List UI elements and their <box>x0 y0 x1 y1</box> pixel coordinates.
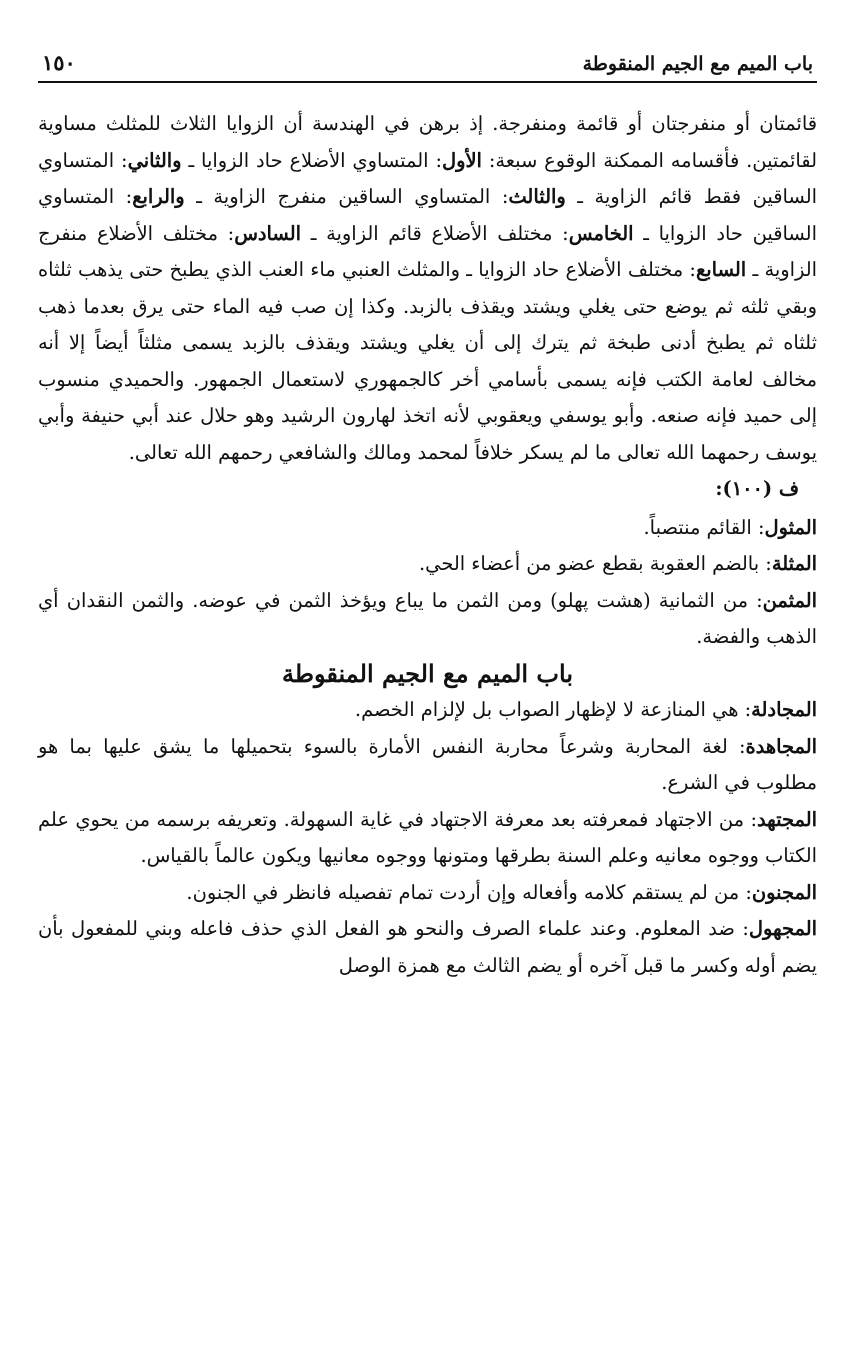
term-heading: السادس <box>234 221 301 245</box>
definition-text: : مختلف الأضلاع حاد الزوايا ـ والمثلث العنبي ماء العنب الذي يطبخ حتى يذهب ثلثاه وبقي ثلثه ثم يوضع حتى يغلي ويشتد ويقذف بالزبد. وكذا إن صب فيه الماء حتى يرق بعدما ذهب ثلثاه ثم يطبخ أدنى طبخة ثم يترك إلى أن يغلي ويشتد ويقذف بالزبد يسمى مثلثاً أيضاً إلا أنه مخالف لعامة الكتب فإنه يسمى بأسامي أخر كالجمهوري لاستعمال الجمهور. والحميدي منسوب إلى حميد فإنه صنعه. وأبو يوسفي ويعقوبي لأنه اتخذ لهارون الرشيد وهو حلال عند أبي حنيفة وأبي يوسف رحمهما الله تعالى ما لم يسكر خلافاً لمحمد ومالك والشافعي رحمهم الله تعالى. <box>38 258 817 464</box>
paragraph <box>38 106 817 471</box>
term-heading: المثول <box>764 515 817 539</box>
term-heading: والثاني <box>127 148 182 172</box>
document-page <box>38 50 817 1350</box>
term-heading: المجهول <box>748 917 817 940</box>
definition-text: : بالضم العقوبة بقطع عضو من أعضاء الحي. <box>419 552 772 575</box>
definition-text: : مختلف الأضلاع قائم الزاوية ـ <box>301 221 569 245</box>
page-number: ١٥٠ <box>42 50 76 75</box>
glossary-entry <box>38 911 817 984</box>
definition-text: : القائم منتصباً. <box>643 515 765 539</box>
definition-text: قائمتان أو منفرجتان أو قائمة ومنفرجة. إذ برهن في الهندسة أن الزوايا الثلاث للمثلث مساوية لقائمتين. فأقسامه الممكنة الوقوع سبعة: <box>38 112 817 172</box>
definition-text: : هي المنازعة لا لإظهار الصواب بل لإلزام الخصم. <box>354 698 752 721</box>
term-heading: المجنون <box>751 880 817 904</box>
definition-text: : من لم يستقم كلامه وأفعاله وإن أردت تمام تفصيله فانظر في الجنون. <box>186 880 752 904</box>
page-body <box>38 106 817 984</box>
glossary-entry <box>38 546 817 583</box>
glossary-entry <box>38 510 817 547</box>
glossary-entry <box>38 802 817 875</box>
entries-group-a <box>38 510 817 656</box>
definition-text: : مختلف الأضلاع منفرج الزاوية ـ <box>38 221 818 281</box>
term-heading: المثلة <box>771 552 817 575</box>
section-reference: ف (١٠٠): <box>715 477 799 500</box>
definition-text: : المتساوي الساقين فقط قائم الزاوية ـ <box>38 148 817 208</box>
definition-text: : من الاجتهاد فمعرفته بعد معرفة الاجتهاد في غاية السهولة. وتعريفه برسمه من يحوي علم الكتاب ووجوه معانيه وعلم السنة بطرقها ومتونها ووجوه معانيها ويكون عالماً بالقياس. <box>38 807 817 867</box>
definition-text: : من الثمانية (هشت پهلو) ومن الثمن ما يباع ويؤخذ الثمن في عوضه. والثمن النقدان أي الذهب والفضة. <box>38 588 817 648</box>
term-heading: السابع <box>695 258 747 281</box>
definition-text: : المتساوي الساقين منفرج الزاوية ـ <box>184 185 509 208</box>
glossary-entry <box>38 583 817 656</box>
definition-text: : المتساوي الأضلاع حاد الزوايا ـ <box>181 148 442 172</box>
term-heading: المجاهدة <box>745 734 817 758</box>
running-header <box>38 50 817 83</box>
entries-group-b <box>38 692 817 984</box>
chapter-title: باب الميم مع الجيم المنقوطة <box>282 658 573 688</box>
continued-paragraph <box>38 106 817 471</box>
glossary-entry <box>38 692 817 729</box>
glossary-entry <box>38 729 817 802</box>
glossary-entry <box>38 875 817 912</box>
term-heading: الخامس <box>568 221 634 245</box>
definition-text: : المتساوي الساقين حاد الزوايا ـ <box>38 185 817 245</box>
term-heading: المجتهد <box>757 807 817 831</box>
term-heading: الأول <box>442 148 482 172</box>
running-title: باب الميم مع الجيم المنقوطة <box>582 53 813 75</box>
term-heading: والرابع <box>132 185 185 208</box>
term-heading: المجادلة <box>751 698 817 721</box>
definition-text: : ضد المعلوم. وعند علماء الصرف والنحو هو الفعل الذي حذف فاعله وبني للمفعول بأن يضم أوله وكسر ما قبل آخره أو يضم الثالث مع همزة الوصل <box>38 917 817 977</box>
definition-text: : لغة المحاربة وشرعاً محاربة النفس الأمارة بالسوء بتحميلها ما يشق عليها بما هو مطلوب في الشرع. <box>38 734 817 794</box>
term-heading: والثالث <box>508 185 566 208</box>
term-heading: المثمن <box>762 588 817 612</box>
